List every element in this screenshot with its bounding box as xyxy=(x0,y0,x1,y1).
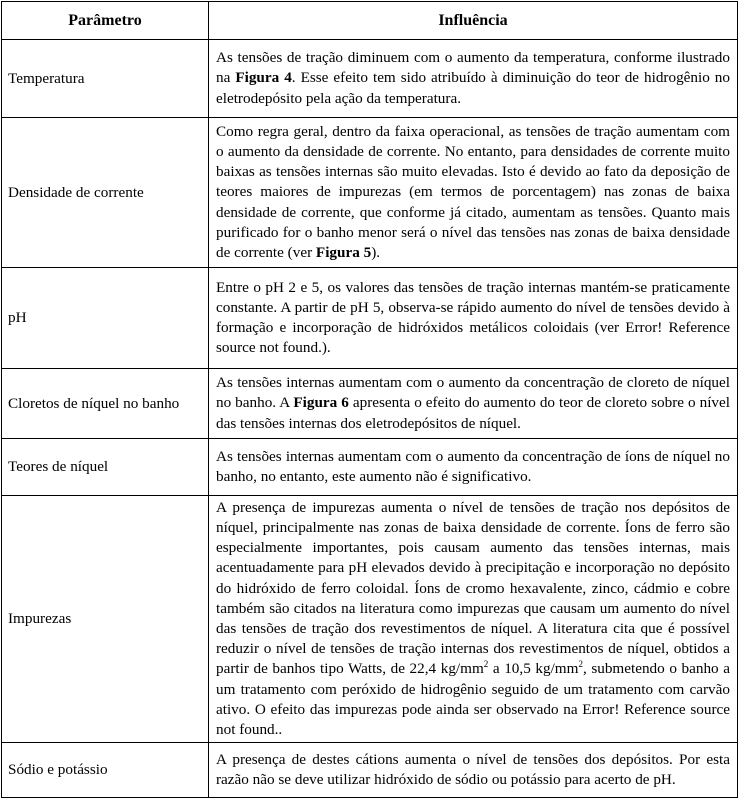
table-row xyxy=(2,40,738,118)
parameter-cell: Impurezas xyxy=(2,496,209,743)
table-header-row xyxy=(2,2,738,40)
text-segment: ). xyxy=(371,244,381,261)
parameter-cell: Sódio e potássio xyxy=(2,743,209,798)
influence-cell xyxy=(209,268,738,369)
text-segment: Entre o pH 2 e 5, os valores das tensões de tração internas mantém-se praticamente constante. A partir de pH 5, observa-se rápido aumento do nível de tensões devido à formação e incorporação de hidróxidos metálicos coloidais (ver Error! Reference source not found.). xyxy=(216,278,730,357)
influence-text xyxy=(216,498,730,740)
text-segment: apresenta o efeito do aumento do teor de cloreto sobre o nível das tensões internas dos eletrodepósitos de níquel. xyxy=(216,394,730,432)
parameter-cell: Temperatura xyxy=(2,40,209,118)
influence-cell xyxy=(209,439,738,496)
header-parameter: Parâmetro xyxy=(2,2,209,40)
table-row xyxy=(2,743,738,798)
table-row xyxy=(2,369,738,439)
table-row xyxy=(2,439,738,496)
parameter-cell: pH xyxy=(2,268,209,369)
influence-text xyxy=(216,373,730,434)
influence-text xyxy=(216,122,730,263)
influence-cell xyxy=(209,118,738,268)
text-segment: As tensões internas aumentam com o aumento da concentração de cloreto de níquel no banho. A xyxy=(216,374,730,412)
figure-reference: Figura 6 xyxy=(293,394,349,412)
text-segment: As tensões internas aumentam com o aumento da concentração de íons de níquel no banho, no entanto, este aumento não é significativo. xyxy=(216,447,730,485)
table-row xyxy=(2,118,738,268)
influence-text xyxy=(216,48,730,109)
text-segment: A presença de destes cátions aumenta o nível de tensões dos depósitos. Por esta razão não se deve utilizar hidróxido de sódio ou potássio para acerto de pH. xyxy=(216,750,730,788)
parameter-influence-table xyxy=(1,1,738,798)
parameter-cell: Cloretos de níquel no banho xyxy=(2,369,209,439)
influence-cell xyxy=(209,369,738,439)
influence-cell xyxy=(209,40,738,118)
text-segment: A presença de impurezas aumenta o nível de tensões de tração nos depósitos de níquel, principalmente nas zonas de baixa densidade de corrente. Íons de ferro são especialmente importantes, pois causam aumento das tensões internas, mais acentuadamente para pH elevados devido à precipitação e incorporação no depósito do hidróxido de ferro coloidal. Íons de cromo hexavalente, zinco, cádmio e cobre também são citados na literatura como impurezas que causam um aumento do nível das tensões de tração dos revestimentos de níquel. A literatura cita que é possível reduzir o nível de tensões de tração internas dos revestimentos de níquel, obtidos a partir de banhos tipo Watts, de 22,4 kg/mm xyxy=(216,498,730,678)
influence-text xyxy=(216,278,730,359)
superscript: 2 xyxy=(483,659,489,670)
table-row xyxy=(2,496,738,743)
figure-reference: Figura 4 xyxy=(235,69,292,87)
text-segment: , submetendo o banho a um tratamento com peróxido de hidrogênio seguido de um tratamento com carvão ativo. O efeito das impurezas pode ainda ser observado na Error! Reference source not found.. xyxy=(216,660,730,739)
influence-cell xyxy=(209,496,738,743)
influence-cell xyxy=(209,743,738,798)
parameter-cell: Densidade de corrente xyxy=(2,118,209,268)
table-row xyxy=(2,268,738,369)
header-influence: Influência xyxy=(209,2,738,40)
influence-text xyxy=(216,447,730,487)
figure-reference: Figura 5 xyxy=(315,244,372,261)
influence-text xyxy=(216,750,730,790)
text-segment: Como regra geral, dentro da faixa operacional, as tensões de tração aumentam com o aumento da densidade de corrente. No entanto, para densidades de corrente muito baixas as tensões internas são muito elevadas. Isto é devido ao fato da deposição de teores maiores de impurezas (em termos de porcentagem) nas zonas de baixa densidade de corrente, que conforme já citado, aumentam as tensões. Quanto mais purificado for o banho menor será o nível das tensões nas zonas de baixa densidade de corrente (ver xyxy=(216,122,730,261)
parameter-cell: Teores de níquel xyxy=(2,439,209,496)
superscript: 2 xyxy=(578,659,583,670)
text-segment: a 10,5 kg/mm xyxy=(488,660,579,678)
text-segment: . Esse efeito tem sido atribuído à diminuição do teor de hidrogênio no eletrodepósito pela ação da temperatura. xyxy=(216,69,730,107)
text-segment: As tensões de tração diminuem com o aumento da temperatura, conforme ilustrado na xyxy=(216,49,730,87)
